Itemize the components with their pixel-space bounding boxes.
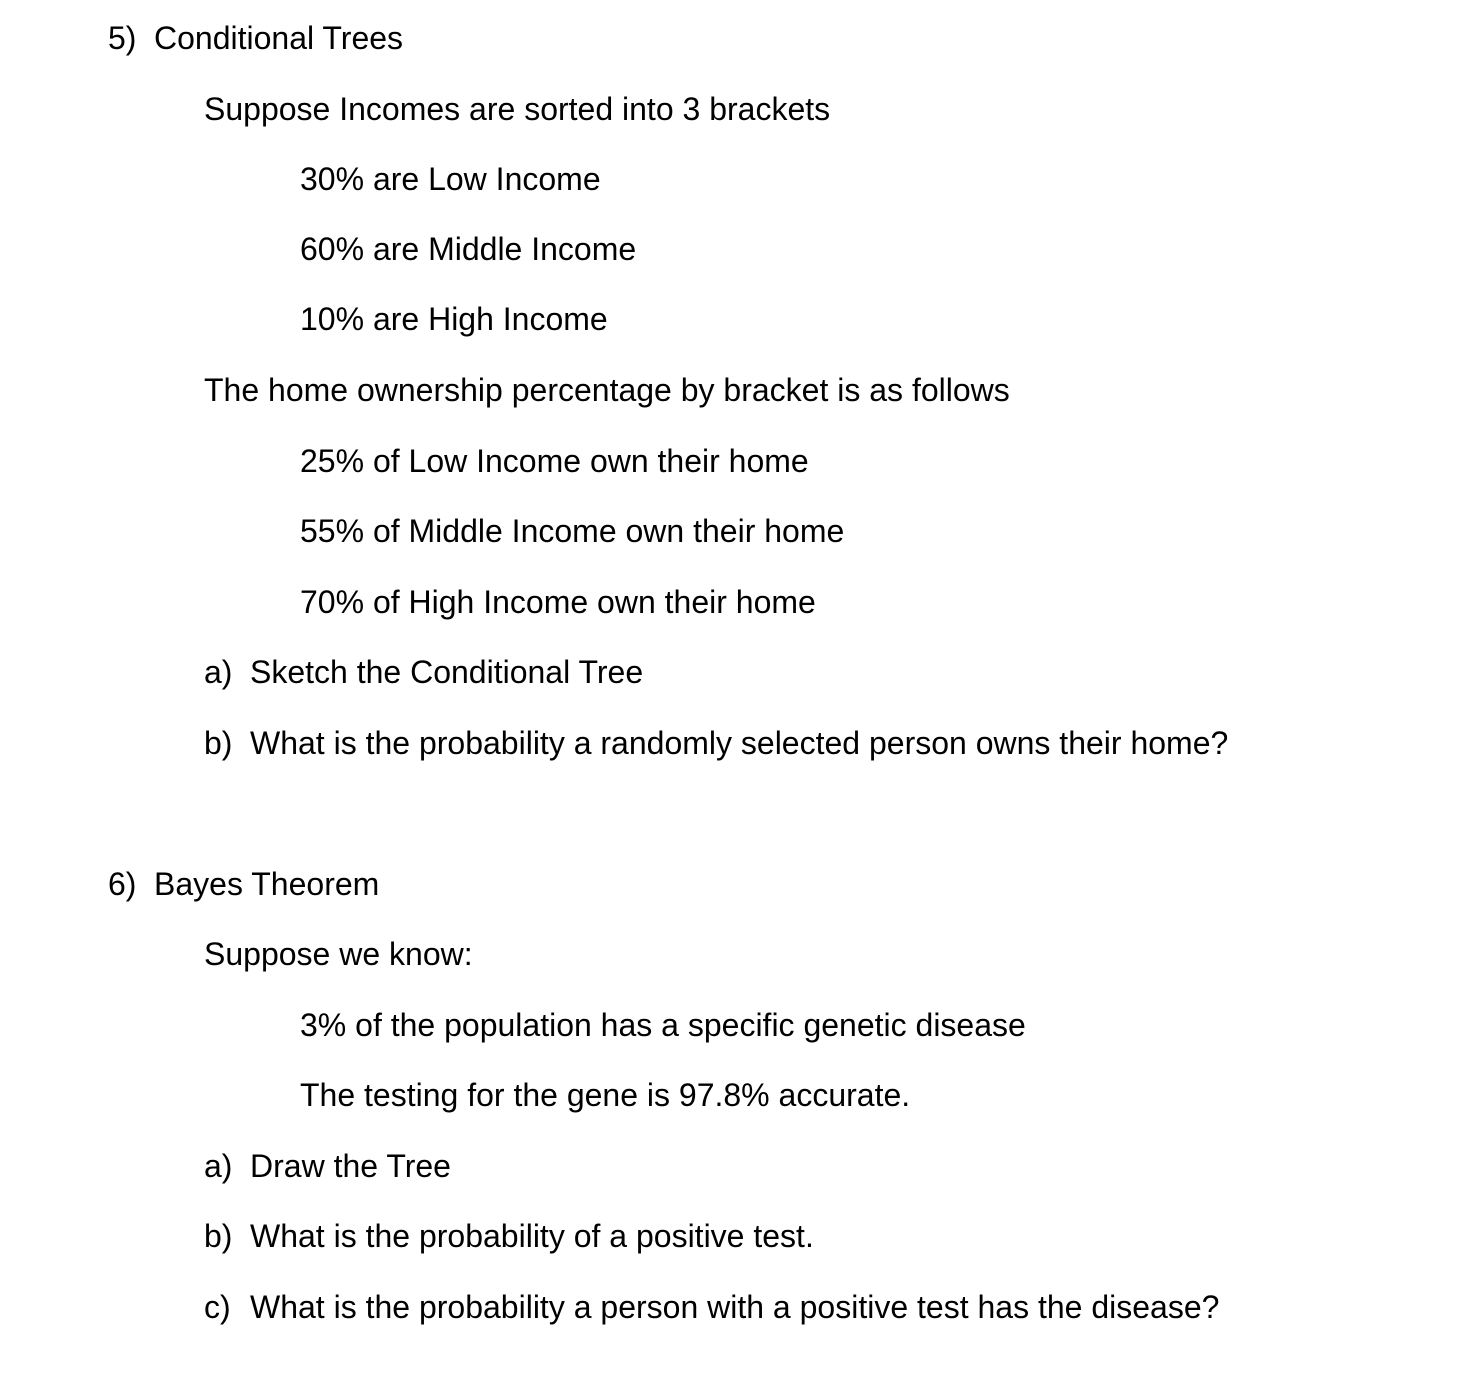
ownership-middle: 55% of Middle Income own their home xyxy=(300,513,845,549)
section-5-question-a xyxy=(204,652,643,692)
fact-disease-rate: 3% of the population has a specific genetic disease xyxy=(300,1007,1026,1043)
section-5-title: Conditional Trees xyxy=(154,20,404,56)
question-label: a) xyxy=(204,1148,233,1184)
section-6-number: 6) xyxy=(108,866,137,902)
section-6-heading xyxy=(108,864,379,904)
question-label: b) xyxy=(204,725,233,761)
bracket-low: 30% are Low Income xyxy=(300,161,601,197)
ownership-high: 70% of High Income own their home xyxy=(300,584,816,620)
question-text: Sketch the Conditional Tree xyxy=(250,654,644,690)
question-text: What is the probability a randomly selected person owns their home? xyxy=(250,725,1229,761)
question-text: Draw the Tree xyxy=(250,1148,451,1184)
question-label: c) xyxy=(204,1289,231,1325)
question-text: What is the probability a person with a positive test has the disease? xyxy=(250,1289,1220,1325)
bracket-high: 10% are High Income xyxy=(300,301,608,337)
question-label: a) xyxy=(204,654,233,690)
section-6-question-a xyxy=(204,1146,451,1186)
fact-test-accuracy: The testing for the gene is 97.8% accurate. xyxy=(300,1077,911,1113)
section-5-intro: Suppose Incomes are sorted into 3 brackets xyxy=(204,91,831,127)
ownership-intro: The home ownership percentage by bracket is as follows xyxy=(204,372,1010,408)
ownership-low: 25% of Low Income own their home xyxy=(300,443,809,479)
question-label: b) xyxy=(204,1218,233,1254)
section-6-intro: Suppose we know: xyxy=(204,936,473,972)
section-5-question-b xyxy=(204,723,1228,763)
bracket-middle: 60% are Middle Income xyxy=(300,231,637,267)
section-6-title: Bayes Theorem xyxy=(154,866,380,902)
section-6-question-b xyxy=(204,1216,814,1256)
section-6-question-c xyxy=(204,1287,1219,1327)
section-5-heading xyxy=(108,18,403,58)
question-text: What is the probability of a positive test. xyxy=(250,1218,814,1254)
section-5-number: 5) xyxy=(108,20,137,56)
